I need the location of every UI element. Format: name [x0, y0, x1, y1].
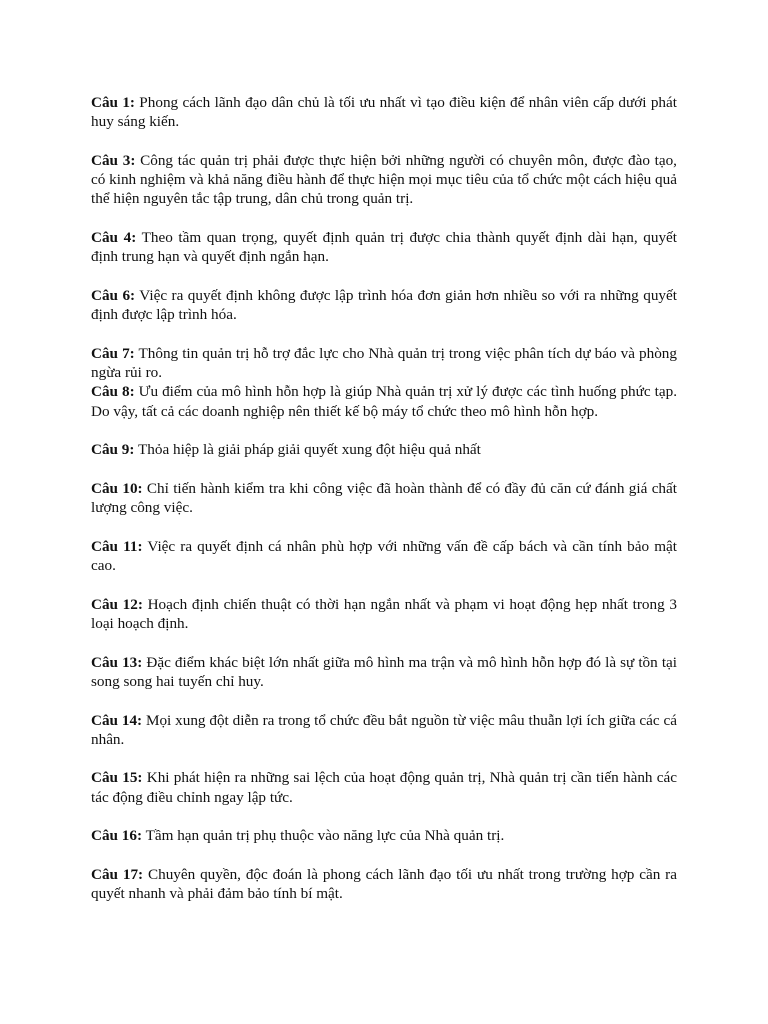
question-label: Câu 1:	[91, 94, 135, 111]
question-text: Việc ra quyết định cá nhân phù hợp với những vấn đề cấp bách và cần tính bảo mật cao.	[91, 537, 677, 575]
question-label: Câu 3:	[91, 151, 136, 169]
question-item-13	[91, 653, 677, 692]
question-item-3	[91, 151, 677, 209]
question-label: Câu 6:	[91, 286, 136, 304]
question-label: Câu 13:	[91, 653, 143, 671]
question-label: Câu 16:	[91, 827, 143, 845]
question-text: Khi phát hiện ra những sai lệch của hoạt động quản trị, Nhà quản trị cần tiến hành các tác động điều chỉnh ngay lập tức.	[91, 769, 677, 806]
question-item-4	[91, 228, 677, 267]
question-item-11	[91, 537, 677, 576]
question-label: Câu 15:	[91, 769, 143, 787]
question-label: Câu 9:	[91, 441, 135, 459]
question-label: Câu 4:	[91, 229, 137, 247]
question-item-16	[91, 826, 677, 845]
question-label: Câu 11:	[91, 537, 143, 555]
question-text: Phong cách lãnh đạo dân chủ là tối ưu nhất vì tạo điều kiện để nhân viên cấp dưới phát huy sáng kiến.	[91, 94, 677, 131]
question-item-17	[91, 865, 677, 904]
question-text: Đặc điểm khác biệt lớn nhất giữa mô hình ma trận và mô hình hỗn hợp đó là sự tồn tại song song hai tuyến chỉ huy.	[91, 653, 677, 690]
question-item-7	[91, 344, 677, 383]
question-list	[91, 93, 677, 903]
question-text: Thỏa hiệp là giải pháp giải quyết xung đột hiệu quả nhất	[134, 441, 481, 459]
question-label: Câu 7:	[91, 344, 135, 362]
question-item-6	[91, 286, 677, 325]
question-text: Thông tin quản trị hỗ trợ đắc lực cho Nhà quản trị trong việc phân tích dự báo và phòng ngừa rủi ro.	[91, 344, 677, 382]
question-text: Tầm hạn quản trị phụ thuộc vào năng lực của Nhà quản trị.	[142, 827, 505, 845]
question-text: Công tác quản trị phải được thực hiện bởi những người có chuyên môn, được đào tạo, có kinh nghiệm và khả năng điều hành để thực hiện mọi mục tiêu của tổ chức một cách hiệu quả thể hiện nguyên tắc tập trung, dân chủ trong quản trị.	[91, 151, 677, 208]
question-text: Việc ra quyết định không được lập trình hóa đơn giản hơn nhiều so với ra những quyết định được lập trình hóa.	[91, 286, 677, 324]
question-item-15	[91, 768, 677, 807]
question-text: Ưu điểm của mô hình hỗn hợp là giúp Nhà quản trị xử lý được các tình huống phức tạp. Do vậy, tất cả các doanh nghiệp nên thiết kế bộ máy tổ chức theo mô hình hỗn hợp.	[91, 383, 677, 420]
question-label: Câu 12:	[91, 595, 143, 613]
question-item-9	[91, 440, 677, 459]
question-text: Hoạch định chiến thuật có thời hạn ngắn nhất và phạm vi hoạt động hẹp nhất trong 3 loại hoạch định.	[91, 595, 677, 633]
question-item-1	[91, 93, 677, 132]
question-label: Câu 17:	[91, 865, 144, 883]
question-text: Chỉ tiến hành kiểm tra khi công việc đã hoàn thành để có đầy đủ căn cứ đánh giá chất lượng công việc.	[91, 479, 677, 517]
question-label: Câu 8:	[91, 383, 135, 401]
question-text: Theo tầm quan trọng, quyết định quản trị được chia thành quyết định dài hạn, quyết định trung hạn và quyết định ngắn hạn.	[91, 229, 677, 266]
question-label: Câu 14:	[91, 711, 143, 729]
question-text: Mọi xung đột diễn ra trong tổ chức đều bắt nguồn từ việc mâu thuẫn lợi ích giữa các cá nhân.	[91, 711, 677, 748]
question-label: Câu 10:	[91, 479, 143, 497]
question-item-14	[91, 711, 677, 750]
question-item-10	[91, 479, 677, 518]
question-item-8	[91, 382, 677, 421]
question-text: Chuyên quyền, độc đoán là phong cách lãnh đạo tối ưu nhất trong trường hợp cần ra quyết nhanh và phải đảm bảo tính bí mật.	[91, 865, 677, 903]
question-item-12	[91, 595, 677, 634]
